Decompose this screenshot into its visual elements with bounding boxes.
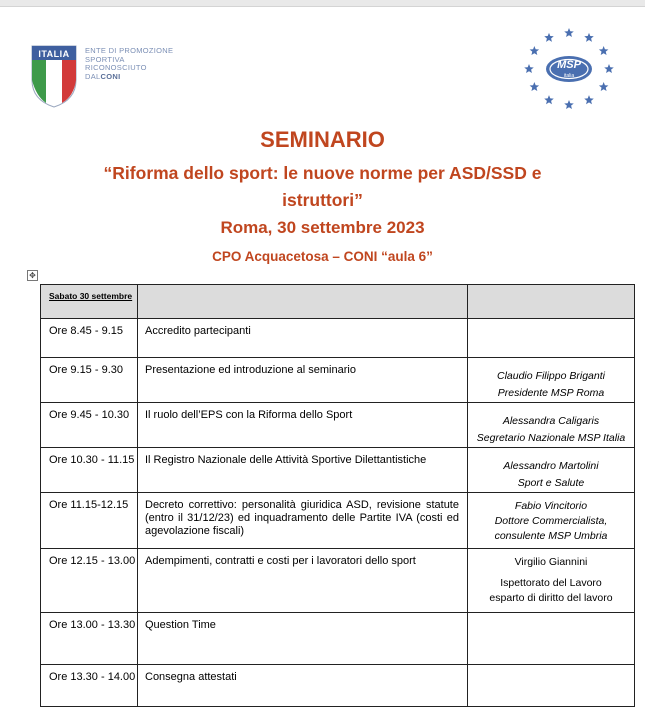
coni-caption-line: ENTE DI PROMOZIONE bbox=[85, 46, 174, 55]
table-header-row bbox=[41, 285, 635, 319]
table-row bbox=[41, 403, 635, 448]
speaker-cell bbox=[468, 613, 635, 665]
msp-logo bbox=[524, 28, 614, 110]
speaker-role: Sport e Salute bbox=[517, 477, 585, 489]
speaker-role: consulente MSP Umbria bbox=[494, 530, 608, 542]
time-cell: Ore 11.15-12.15 bbox=[41, 493, 138, 549]
time-cell: Ore 8.45 - 9.15 bbox=[41, 319, 138, 358]
table-row bbox=[41, 493, 635, 549]
time-cell: Ore 9.45 - 10.30 bbox=[41, 403, 138, 448]
coni-caption-line: SPORTIVA bbox=[85, 54, 125, 64]
subtitle-line-2: istruttori” bbox=[282, 190, 363, 210]
speaker-cell bbox=[468, 319, 635, 358]
speaker-role: Segretario Nazionale MSP Italia bbox=[476, 432, 626, 444]
speaker-name: Alessandro Martolini bbox=[503, 460, 599, 472]
coni-logo bbox=[30, 44, 190, 110]
date-line: Roma, 30 settembre 2023 bbox=[220, 218, 425, 237]
header-empty-cell bbox=[138, 285, 468, 319]
speaker-role: Presidente MSP Roma bbox=[497, 387, 605, 399]
speaker-cell bbox=[468, 665, 635, 707]
speaker-name: Fabio Vincitorio bbox=[514, 500, 588, 512]
msp-word: MSP bbox=[557, 59, 581, 71]
activity-cell: Adempimenti, contratti e costi per i lavoratori dello sport bbox=[138, 549, 468, 613]
time-cell: Ore 13.00 - 13.30 bbox=[41, 613, 138, 665]
activity-cell: Presentazione ed introduzione al seminario bbox=[138, 358, 468, 403]
activity-cell: Il Registro Nazionale delle Attività Sportive Dilettantistiche bbox=[138, 448, 468, 493]
coni-caption-line bbox=[85, 73, 173, 82]
time-cell: Ore 10.30 - 11.15 bbox=[41, 448, 138, 493]
header-day-cell: Sabato 30 settembre bbox=[41, 285, 138, 319]
coni-caption-strong: CONI bbox=[100, 71, 121, 81]
activity-cell: Question Time bbox=[138, 613, 468, 665]
header-empty-cell bbox=[468, 285, 635, 319]
table-row bbox=[41, 613, 635, 665]
speaker-cell bbox=[468, 448, 635, 493]
speaker-name: Virgilio Giannini bbox=[514, 556, 588, 568]
msp-sub: italia bbox=[563, 73, 575, 79]
table-row bbox=[41, 549, 635, 613]
page-title: SEMINARIO bbox=[260, 127, 385, 152]
speaker-cell bbox=[468, 403, 635, 448]
table-move-handle-icon[interactable]: ✥ bbox=[27, 270, 38, 281]
time-cell: Ore 12.15 - 13.00 bbox=[41, 549, 138, 613]
table-row bbox=[41, 665, 635, 707]
activity-cell: Consegna attestati bbox=[138, 665, 468, 707]
venue-line: CPO Acquacetosa – CONI “aula 6” bbox=[212, 249, 433, 264]
speaker-cell bbox=[468, 358, 635, 403]
top-toolbar-edge bbox=[0, 0, 645, 7]
time-cell: Ore 13.30 - 14.00 bbox=[41, 665, 138, 707]
time-cell: Ore 9.15 - 9.30 bbox=[41, 358, 138, 403]
subtitle-line-1: “Riforma dello sport: le nuove norme per ASD/SSD e bbox=[103, 163, 542, 183]
schedule-table bbox=[40, 284, 635, 707]
speaker-cell bbox=[468, 549, 635, 613]
table-row bbox=[41, 448, 635, 493]
table-row bbox=[41, 358, 635, 403]
speaker-name: Alessandra Caligaris bbox=[502, 415, 600, 427]
coni-caption-prefix: DAL bbox=[85, 71, 101, 81]
activity-cell: Decreto correttivo: personalità giuridica ASD, revisione statute (entro il 31/12/23) ed inquadramento delle Partite IVA (costi ed agevolazione fiscali) bbox=[138, 493, 468, 549]
speaker-name: Claudio Filippo Briganti bbox=[497, 370, 605, 382]
seminar-subtitle bbox=[60, 160, 585, 214]
speaker-cell bbox=[468, 493, 635, 549]
coni-caption-line: RICONOSCIUTO bbox=[85, 63, 147, 72]
speaker-role: esparto di diritto del lavoro bbox=[489, 592, 613, 604]
speaker-role: Ispettorato del Lavoro bbox=[500, 577, 602, 589]
table-row bbox=[41, 319, 635, 358]
activity-cell: Il ruolo dell’EPS con la Riforma dello Sport bbox=[138, 403, 468, 448]
coni-caption bbox=[85, 47, 173, 81]
shield-word: ITALIA bbox=[38, 49, 70, 59]
activity-cell: Accredito partecipanti bbox=[138, 319, 468, 358]
speaker-role: Dottore Commercialista, bbox=[494, 515, 608, 527]
